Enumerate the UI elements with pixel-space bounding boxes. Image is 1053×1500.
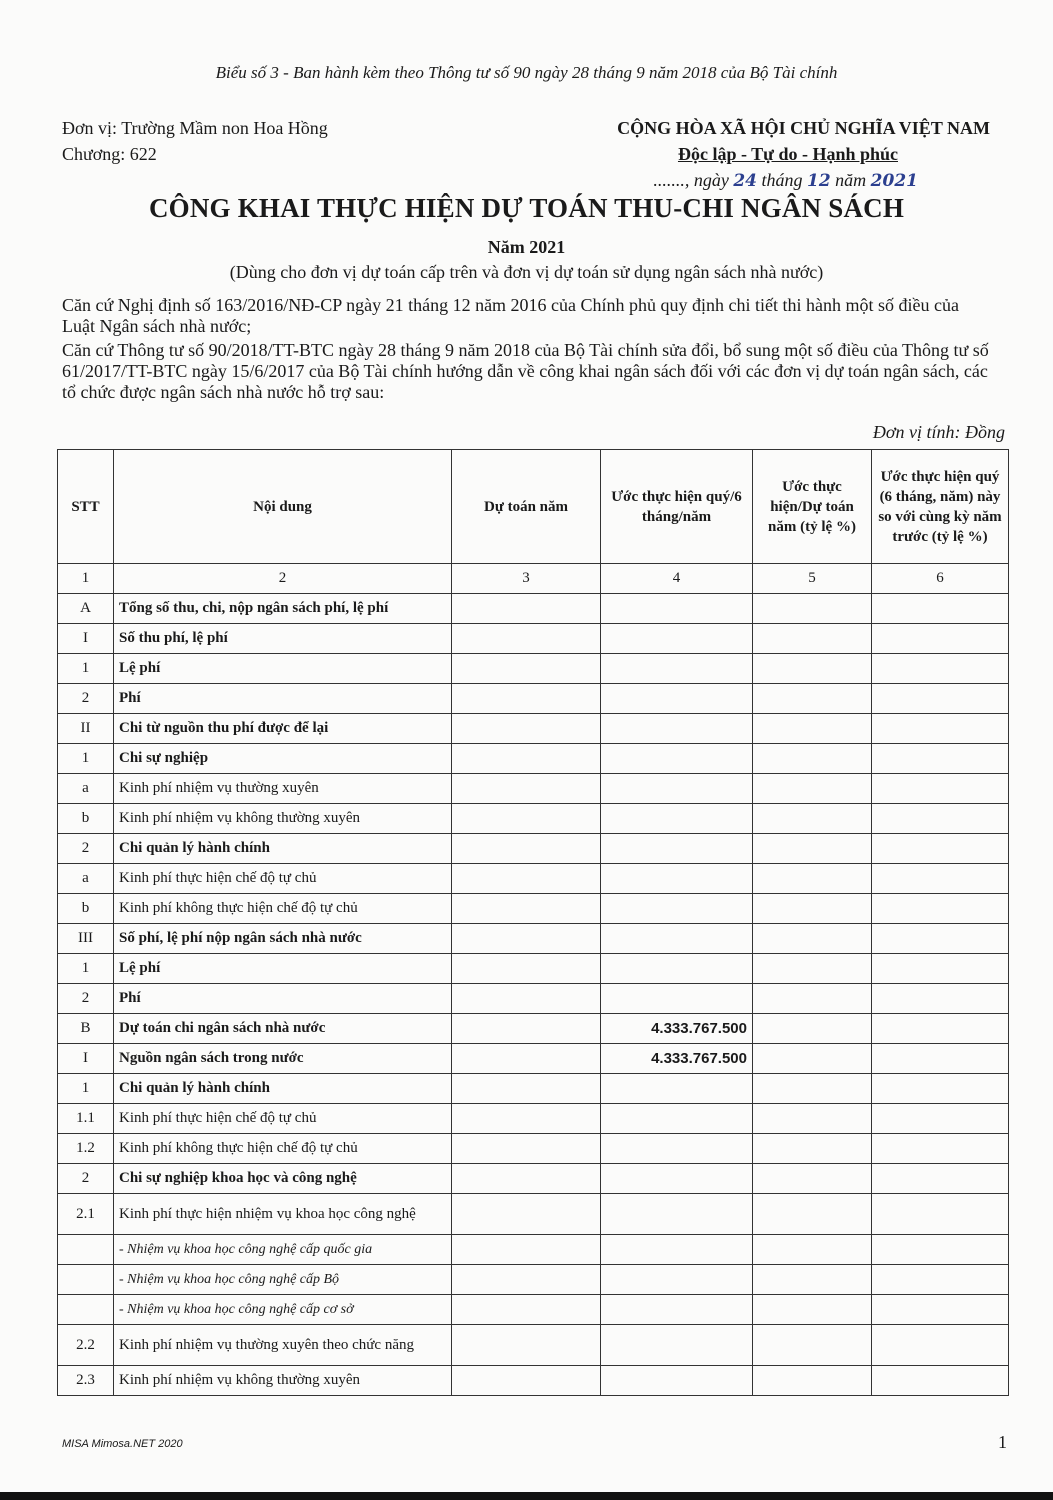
row-content: Lệ phí: [114, 954, 452, 984]
row-estimate: [601, 714, 753, 744]
row-estimate: 4.333.767.500: [601, 1044, 753, 1074]
row-ratio: [753, 594, 872, 624]
row-estimate: [601, 654, 753, 684]
row-stt: I: [58, 624, 114, 654]
row-ratio: [753, 744, 872, 774]
col-header-yoy: Ước thực hiện quý (6 tháng, năm) này so với cùng kỳ năm trước (tỷ lệ %): [872, 450, 1009, 564]
row-ratio: [753, 894, 872, 924]
table-row: [58, 1074, 1009, 1104]
row-plan: [452, 924, 601, 954]
row-stt: II: [58, 714, 114, 744]
report-year: Năm 2021: [487, 237, 566, 257]
row-yoy: [872, 1366, 1009, 1396]
row-yoy: [872, 1265, 1009, 1295]
row-yoy: [872, 714, 1009, 744]
row-stt: III: [58, 924, 114, 954]
table-row: [58, 1134, 1009, 1164]
row-ratio: [753, 1014, 872, 1044]
row-stt: b: [58, 894, 114, 924]
row-plan: [452, 1014, 601, 1044]
row-yoy: [872, 1295, 1009, 1325]
row-plan: [452, 894, 601, 924]
row-plan: [452, 684, 601, 714]
row-content: Kinh phí thực hiện nhiệm vụ khoa học công nghệ: [114, 1194, 452, 1235]
national-motto: Độc lập - Tự do - Hạnh phúc: [677, 144, 898, 164]
table-row: [58, 954, 1009, 984]
row-stt: 1: [58, 654, 114, 684]
col-header-plan: Dự toán năm: [452, 450, 601, 564]
row-stt: 2.2: [58, 1325, 114, 1366]
row-content: Chi quản lý hành chính: [114, 834, 452, 864]
row-content: Chi sự nghiệp khoa học và công nghệ: [114, 1164, 452, 1194]
table-row: [58, 744, 1009, 774]
index-cell: 1: [58, 564, 114, 594]
row-estimate: [601, 1235, 753, 1265]
row-estimate: [601, 834, 753, 864]
unit-name: Đơn vị: Trường Mầm non Hoa Hồng: [62, 118, 328, 138]
row-plan: [452, 1134, 601, 1164]
row-plan: [452, 714, 601, 744]
decree-note: Biểu số 3 - Ban hành kèm theo Thông tư số 90 ngày 28 tháng 9 năm 2018 của Bộ Tài chính: [215, 63, 838, 82]
row-content: Phí: [114, 684, 452, 714]
row-content: Số phí, lệ phí nộp ngân sách nhà nước: [114, 924, 452, 954]
row-estimate: [601, 774, 753, 804]
row-plan: [452, 1366, 601, 1396]
row-stt: [58, 1265, 114, 1295]
row-yoy: [872, 684, 1009, 714]
table-row: [58, 864, 1009, 894]
row-plan: [452, 864, 601, 894]
row-plan: [452, 1044, 601, 1074]
date-year: 2021: [870, 171, 918, 191]
row-estimate: [601, 804, 753, 834]
row-plan: [452, 1235, 601, 1265]
row-stt: a: [58, 774, 114, 804]
row-yoy: [872, 864, 1009, 894]
row-estimate: [601, 1295, 753, 1325]
row-yoy: [872, 1235, 1009, 1265]
index-cell: 5: [753, 564, 872, 594]
row-content: Kinh phí nhiệm vụ không thường xuyên: [114, 804, 452, 834]
row-plan: [452, 1194, 601, 1235]
row-estimate: [601, 1325, 753, 1366]
unit-info: [62, 115, 328, 167]
row-stt: A: [58, 594, 114, 624]
table-row: [58, 714, 1009, 744]
row-ratio: [753, 1366, 872, 1396]
row-content: Kinh phí không thực hiện chế độ tự chủ: [114, 1134, 452, 1164]
index-cell: 4: [601, 564, 753, 594]
row-yoy: [872, 1044, 1009, 1074]
row-plan: [452, 624, 601, 654]
row-estimate: [601, 924, 753, 954]
table-row: [58, 1325, 1009, 1366]
row-ratio: [753, 1134, 872, 1164]
col-header-estimate: Ước thực hiện quý/6 tháng/năm: [601, 450, 753, 564]
row-yoy: [872, 744, 1009, 774]
row-plan: [452, 1074, 601, 1104]
row-estimate: [601, 684, 753, 714]
row-estimate: [601, 864, 753, 894]
table-row: [58, 1265, 1009, 1295]
row-plan: [452, 984, 601, 1014]
row-yoy: [872, 1104, 1009, 1134]
budget-table: [57, 449, 1009, 1396]
page-title: CÔNG KHAI THỰC HIỆN DỰ TOÁN THU-CHI NGÂN SÁCH: [148, 193, 905, 223]
col-header-content: Nội dung: [114, 450, 452, 564]
row-ratio: [753, 714, 872, 744]
row-stt: 2: [58, 684, 114, 714]
row-yoy: [872, 804, 1009, 834]
row-content: Nguồn ngân sách trong nước: [114, 1044, 452, 1074]
row-plan: [452, 774, 601, 804]
row-stt: 2: [58, 984, 114, 1014]
row-yoy: [872, 894, 1009, 924]
row-ratio: [753, 864, 872, 894]
col-header-ratio: Ước thực hiện/Dự toán năm (tỷ lệ %): [753, 450, 872, 564]
legal-basis-2: Căn cứ Thông tư số 90/2018/TT-BTC ngày 28 tháng 9 năm 2018 của Bộ Tài chính sửa đổi, bổ sung một số điều của Thông tư số 61/2017/TT-BTC ngày 15/6/2017 của Bộ Tài chính hướng dẫn về công khai ngân sách đối với các đơn vị dự toán ngân sách, các tổ chức được ngân sách nhà nước hỗ trợ sau:: [62, 340, 989, 402]
row-estimate: [601, 984, 753, 1014]
row-stt: 1.2: [58, 1134, 114, 1164]
row-plan: [452, 654, 601, 684]
row-plan: [452, 1164, 601, 1194]
row-content: Chi sự nghiệp: [114, 744, 452, 774]
page-subtitle: (Dùng cho đơn vị dự toán cấp trên và đơn vị dự toán sử dụng ngân sách nhà nước): [229, 262, 824, 282]
row-content: Chi quản lý hành chính: [114, 1074, 452, 1104]
row-content: Số thu phí, lệ phí: [114, 624, 452, 654]
row-estimate: [601, 1366, 753, 1396]
row-plan: [452, 1104, 601, 1134]
row-ratio: [753, 624, 872, 654]
row-stt: 1.1: [58, 1104, 114, 1134]
row-ratio: [753, 774, 872, 804]
row-plan: [452, 804, 601, 834]
row-ratio: [753, 924, 872, 954]
chapter-code: Chương: 622: [62, 144, 157, 164]
table-row: [58, 774, 1009, 804]
software-credit: MISA Mimosa.NET 2020: [62, 1438, 183, 1450]
page-number: 1: [998, 1432, 1007, 1452]
row-stt: 2.1: [58, 1194, 114, 1235]
row-content: Kinh phí thực hiện chế độ tự chủ: [114, 864, 452, 894]
table-row: [58, 684, 1009, 714]
table-row: [58, 894, 1009, 924]
row-estimate: [601, 894, 753, 924]
row-estimate: [601, 744, 753, 774]
row-estimate: [601, 1104, 753, 1134]
table-row: [58, 1164, 1009, 1194]
row-stt: a: [58, 864, 114, 894]
table-row: [58, 1235, 1009, 1265]
row-content: Kinh phí thực hiện chế độ tự chủ: [114, 1104, 452, 1134]
row-ratio: [753, 1235, 872, 1265]
row-content: Lệ phí: [114, 654, 452, 684]
row-yoy: [872, 924, 1009, 954]
row-ratio: [753, 984, 872, 1014]
row-stt: 1: [58, 744, 114, 774]
row-stt: [58, 1295, 114, 1325]
row-content: Phí: [114, 984, 452, 1014]
row-yoy: [872, 1074, 1009, 1104]
row-ratio: [753, 1044, 872, 1074]
row-estimate: [601, 594, 753, 624]
row-estimate: 4.333.767.500: [601, 1014, 753, 1044]
row-plan: [452, 1325, 601, 1366]
table-row: [58, 594, 1009, 624]
table-row: [58, 924, 1009, 954]
country-name: CỘNG HÒA XÃ HỘI CHỦ NGHĨA VIỆT NAM: [617, 118, 990, 138]
table-row: [58, 1044, 1009, 1074]
table-row: [58, 1194, 1009, 1235]
date-day: 24: [733, 171, 757, 191]
row-stt: 1: [58, 954, 114, 984]
date-prefix: ......., ngày: [653, 170, 729, 190]
row-content: Kinh phí nhiệm vụ không thường xuyên: [114, 1366, 452, 1396]
table-row: [58, 1366, 1009, 1396]
table-row: [58, 654, 1009, 684]
row-plan: [452, 954, 601, 984]
table-row: [58, 984, 1009, 1014]
legal-basis-1: Căn cứ Nghị định số 163/2016/NĐ-CP ngày 21 tháng 12 năm 2016 của Chính phủ quy định chi tiết thi hành một số điều của Luật Ngân sách nhà nước;: [62, 295, 959, 336]
table-row: [58, 1104, 1009, 1134]
row-ratio: [753, 654, 872, 684]
table-row: [58, 1295, 1009, 1325]
row-ratio: [753, 1074, 872, 1104]
row-estimate: [601, 1134, 753, 1164]
row-ratio: [753, 1295, 872, 1325]
col-header-stt: STT: [58, 450, 114, 564]
row-stt: I: [58, 1044, 114, 1074]
index-cell: 2: [114, 564, 452, 594]
row-ratio: [753, 804, 872, 834]
date-line: [520, 167, 990, 194]
row-estimate: [601, 624, 753, 654]
row-plan: [452, 834, 601, 864]
row-content: Kinh phí không thực hiện chế độ tự chủ: [114, 894, 452, 924]
row-plan: [452, 1265, 601, 1295]
row-plan: [452, 594, 601, 624]
row-content: Tổng số thu, chi, nộp ngân sách phí, lệ phí: [114, 594, 452, 624]
row-ratio: [753, 1265, 872, 1295]
row-content: Chi từ nguồn thu phí được để lại: [114, 714, 452, 744]
row-yoy: [872, 984, 1009, 1014]
row-yoy: [872, 1194, 1009, 1235]
row-yoy: [872, 1325, 1009, 1366]
row-yoy: [872, 654, 1009, 684]
row-content: - Nhiệm vụ khoa học công nghệ cấp cơ sở: [114, 1295, 452, 1325]
table-row: [58, 1014, 1009, 1044]
row-stt: B: [58, 1014, 114, 1044]
row-yoy: [872, 624, 1009, 654]
table-header-row: [58, 450, 1009, 564]
scan-edge-bar: [0, 1492, 1053, 1500]
row-stt: 2: [58, 834, 114, 864]
row-estimate: [601, 1074, 753, 1104]
index-row: [58, 564, 1009, 594]
index-cell: 6: [872, 564, 1009, 594]
date-year-label: năm: [835, 170, 867, 190]
row-plan: [452, 1295, 601, 1325]
row-stt: 1: [58, 1074, 114, 1104]
row-yoy: [872, 954, 1009, 984]
row-content: Kinh phí nhiệm vụ thường xuyên: [114, 774, 452, 804]
row-ratio: [753, 1194, 872, 1235]
row-ratio: [753, 834, 872, 864]
row-stt: 2: [58, 1164, 114, 1194]
row-yoy: [872, 594, 1009, 624]
table-row: [58, 834, 1009, 864]
row-plan: [452, 744, 601, 774]
row-yoy: [872, 1164, 1009, 1194]
table-row: [58, 804, 1009, 834]
row-ratio: [753, 1325, 872, 1366]
date-month: 12: [807, 171, 831, 191]
row-estimate: [601, 1164, 753, 1194]
row-ratio: [753, 954, 872, 984]
row-yoy: [872, 834, 1009, 864]
row-yoy: [872, 774, 1009, 804]
row-yoy: [872, 1014, 1009, 1044]
row-estimate: [601, 954, 753, 984]
row-content: - Nhiệm vụ khoa học công nghệ cấp quốc gia: [114, 1235, 452, 1265]
row-ratio: [753, 1164, 872, 1194]
row-stt: [58, 1235, 114, 1265]
row-ratio: [753, 684, 872, 714]
index-cell: 3: [452, 564, 601, 594]
date-month-label: tháng: [761, 170, 803, 190]
row-stt: 2.3: [58, 1366, 114, 1396]
row-estimate: [601, 1265, 753, 1295]
row-yoy: [872, 1134, 1009, 1164]
row-estimate: [601, 1194, 753, 1235]
national-header: [520, 115, 990, 194]
row-ratio: [753, 1104, 872, 1134]
row-content: Kinh phí nhiệm vụ thường xuyên theo chức năng: [114, 1325, 452, 1366]
table-row: [58, 624, 1009, 654]
currency-note: Đơn vị tính: Đồng: [872, 422, 1005, 442]
row-stt: b: [58, 804, 114, 834]
row-content: - Nhiệm vụ khoa học công nghệ cấp Bộ: [114, 1265, 452, 1295]
row-content: Dự toán chi ngân sách nhà nước: [114, 1014, 452, 1044]
